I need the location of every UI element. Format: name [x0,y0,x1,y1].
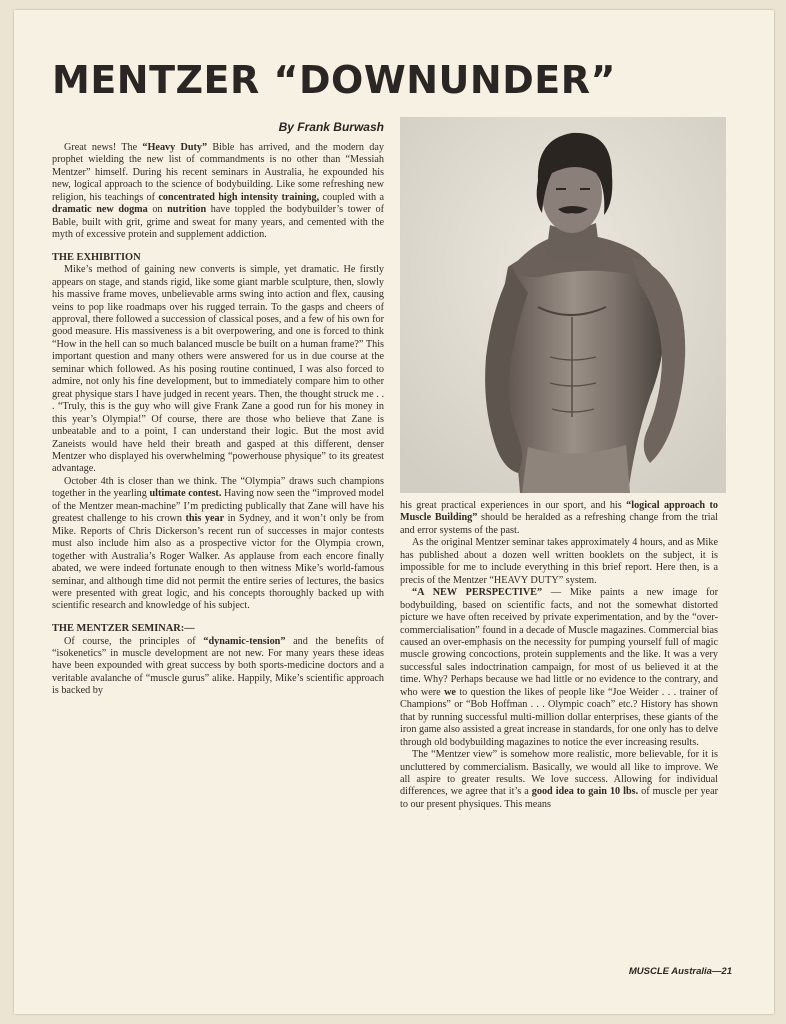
bodybuilder-figure-image [400,117,726,493]
exhibition-paragraph-1: Mike’s method of gaining new converts is simple, yet dramatic. He firstly appears on stage, and stands rigid, like some giant marble sculpture, then, slowly his massive frame moves, unbelievable arms swing into action and flex, causing veins to pop like roadmaps over his rugged terrain. To the gasps and cheers of approval, there followed a succession of classical poses, and a few of his own for good measure. His massiveness is a bit overpowering, and one is forced to think “How in the hell can so much balanced muscle be built on a human frame?” This important question and many others were answered for us in due course at the seminar which followed. As his posing routine continued, I was also forced to admire, not only his fine development, but to immediately compare him to other great physique stars I have judged in recent years. Then, the thought struck me . . . “Truly, this is the guy who will give Frank Zane a good run for his money in this year’s Olympia!” Of course, there are those who believe that Zane is unbeatable and to a point, I can understand their logic. But the most avid Zaneists would have held their breath and gasped at this different, denser Mentzer who displayed his overwhelming “powerhouse physique” to its greatest advantage. [52,264,384,475]
intro-paragraph: Great news! The “Heavy Duty” Bible has arrived, and the modern day prophet wielding the new list of commandments is no other than “Messiah Mentzer” himself. During his recent seminars in Australia, he expounded his new, logical approach to the science of bodybuilding. Like some refreshing new religion, his teachings of concentrated high intensity training, coupled with a dramatic new dogma on nutrition have toppled the bodybuilder’s tower of Bable, built with grit, grime and sweat for many years, and cemented with the myth of excessive protein and supplement addiction. [52,142,384,241]
exhibition-paragraph-2: October 4th is closer than we think. The “Olympia” draws such champions together in the yearling ultimate contest. Having now seen the “improved model of the Mentzer mean-machine” I’m predicting publically that Zane will have his greatest challenge to his crown this year in Sydney, and it won’t only be from Mike. Reports of Chris Dickerson’s recent run of successes in major contests must also include him also as a prospective victor for the Olympia crown, together with Australia’s Roger Walker. As applause from each encore finally abated, we were indeed fortunate enough to then witness Mike’s world-famous seminar, and although time did not permit the entire series of lectures, the basics were presented with great logic, and his concepts thoroughly backed up with scientific research and knowledge of his subject. [52,475,384,612]
article-title: MENTZER “DOWNUNDER” [52,58,616,102]
seminar-paragraph-1: Of course, the principles of “dynamic-tension” and the benefits of “isokenetics” in muscle development are not new. For many years these ideas have been expounded with great success by both sports-medicine doctors and a veritable avalanche of “muscle gurus” alike. Happily, Mike’s scientific approach is backed by [52,635,384,697]
heading-exhibition: THE EXHIBITION [52,251,141,263]
bodybuilder-photo [400,117,726,493]
left-column [52,142,384,698]
new-perspective-paragraph: “A NEW PERSPECTIVE” — Mike paints a new image for bodybuilding, based on scientific facts, and not the somewhat distorted picture we have often received by private experimentation, and by the “over-commercialisation” found in a decade of Muscle magazines. Commercial bias caused an over-emphasis on the necessity for pumping yourself full of magic muscle growing concoctions, protein supplements and the like. It was a very successful sales indoctrination campaign, for most of us believed it at the time. Why? Perhaps because we had little or no evidence to the contrary, and who were we to question the likes of people like “Joe Weider . . . trainer of Champions” or “Bob Hoffman . . . Olympic coach” etc.? History has shown that by running successful multi-million dollar enterprises, these giants of the iron game also assisted a great increase in standards, for one only has to delve through old bodybuilding magazines to notice the ever increasing results. [400,587,718,748]
heading-seminar: THE MENTZER SEMINAR:— [52,622,195,634]
page-footer: MUSCLE Australia—21 [628,966,732,977]
article-byline: By Frank Burwash [278,120,384,134]
seminar-paragraph-2: As the original Mentzer seminar takes approximately 4 hours, and as Mike has published about a dozen well written booklets on the subject, it is impossible for me to include everything in this brief report. Here then, is a precis of the Mentzer “HEAVY DUTY” system. [400,537,718,586]
mentzer-view-paragraph: The “Mentzer view” is somehow more realistic, more believable, for it is uncluttered by commercialism. Basically, we would all like to improve. We all aspire to greater results. We love success. Allowing for individual differences, we agree that it’s a good idea to gain 10 lbs. of muscle per year to our present physiques. This means [400,749,718,810]
right-column [400,500,718,811]
continued-paragraph: his great practical experiences in our sport, and his “logical approach to Muscle Building” should be heralded as a refreshing change from the trial and error systems of the past. [400,500,718,536]
